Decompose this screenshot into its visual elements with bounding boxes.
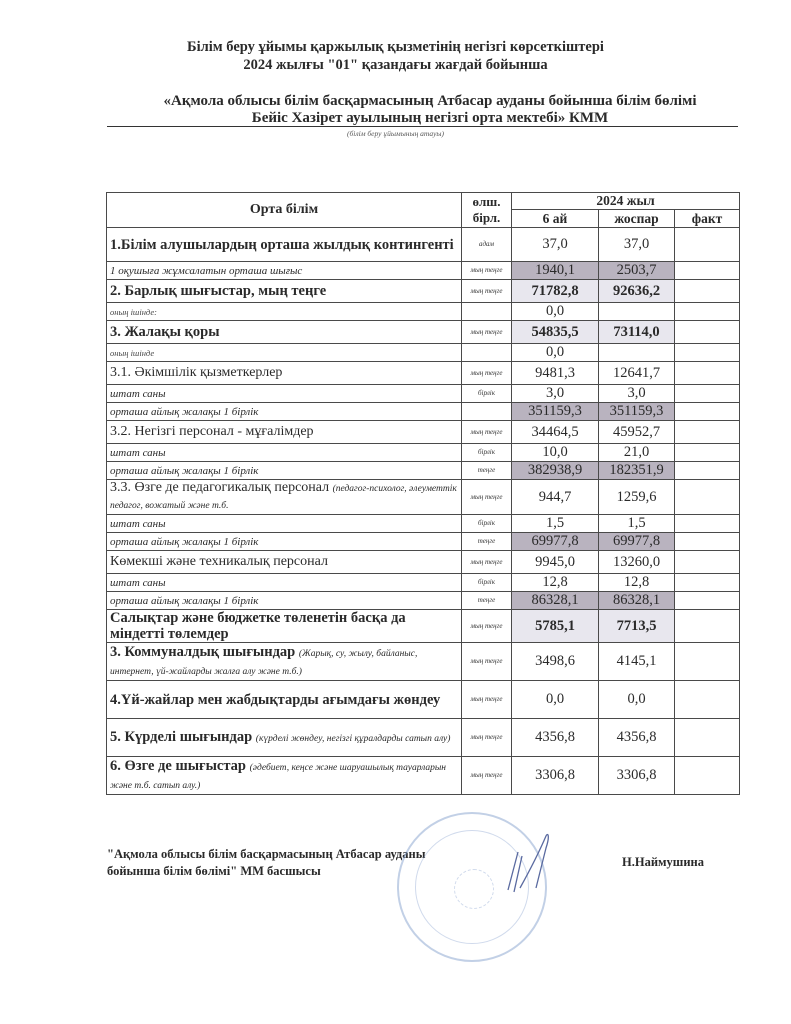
row-name <box>107 480 462 515</box>
organization-caption: (білім беру ұйымының атауы) <box>347 129 444 138</box>
row-name-text: оның ішінде: <box>110 306 157 317</box>
row-plan-value: 13260,0 <box>599 551 675 574</box>
table-row <box>107 421 740 444</box>
row-note: (педагог-психолог, әлеуметтік педагог, вожатый және т.б. <box>110 484 457 511</box>
row-name <box>107 681 462 719</box>
row-fact-value <box>675 280 740 303</box>
row-fact-value <box>675 444 740 462</box>
row-plan-value: 3,0 <box>599 385 675 403</box>
organization-name-line1: «Ақмола облысы білім басқармасының Атбасар ауданы бойынша білім бөлімі <box>163 93 697 109</box>
table-row <box>107 444 740 462</box>
row-plan-value <box>599 303 675 321</box>
row-unit: бірлік <box>462 385 512 403</box>
row-6-months-value: 351159,3 <box>512 403 599 421</box>
row-unit: бірлік <box>462 444 512 462</box>
row-name <box>107 303 462 321</box>
handwritten-signature-icon <box>500 830 560 900</box>
row-plan-value: 45952,7 <box>599 421 675 444</box>
row-plan-value: 4145,1 <box>599 643 675 681</box>
row-fact-value <box>675 321 740 344</box>
row-name <box>107 344 462 362</box>
row-fact-value <box>675 643 740 681</box>
table-row <box>107 592 740 610</box>
row-fact-value <box>675 403 740 421</box>
row-fact-value <box>675 719 740 757</box>
table-row <box>107 385 740 403</box>
row-plan-value: 12641,7 <box>599 362 675 385</box>
row-name-text: Салықтар және бюджетке төленетін басқа да міндетті төлемдер <box>110 610 406 642</box>
row-name <box>107 551 462 574</box>
row-unit: мың теңге <box>462 480 512 515</box>
row-6-months-value: 0,0 <box>512 344 599 362</box>
row-name <box>107 228 462 262</box>
row-fact-value <box>675 344 740 362</box>
row-name-text: 1.Білім алушылардың орташа жылдық контингенті <box>110 236 454 253</box>
signatory-position-line2: бойынша білім бөлімі" ММ басшысы <box>107 864 321 878</box>
table-row <box>107 480 740 515</box>
row-6-months-value: 54835,5 <box>512 321 599 344</box>
header-unit <box>462 193 512 228</box>
row-6-months-value: 3,0 <box>512 385 599 403</box>
row-name-text: штат саны <box>110 517 166 530</box>
organization-name-line2: Бейіс Хазірет ауылының негізгі орта мектебі» КММ <box>251 110 609 126</box>
signatory-position <box>107 846 425 880</box>
row-plan-value: 0,0 <box>599 681 675 719</box>
row-name <box>107 757 462 795</box>
row-plan-value: 73114,0 <box>599 321 675 344</box>
row-name <box>107 421 462 444</box>
header-unit-line1: өлш. <box>472 194 501 209</box>
row-plan-value: 351159,3 <box>599 403 675 421</box>
row-unit: теңге <box>462 592 512 610</box>
row-unit: мың теңге <box>462 643 512 681</box>
row-name <box>107 362 462 385</box>
row-name-text: оның ішінде <box>110 347 155 358</box>
row-6-months-value: 86328,1 <box>512 592 599 610</box>
row-name <box>107 262 462 280</box>
header-6-months: 6 ай <box>512 210 599 228</box>
row-6-months-value: 69977,8 <box>512 533 599 551</box>
row-plan-value: 69977,8 <box>599 533 675 551</box>
row-name-text: 6. Өзге де шығыстар <box>110 757 246 774</box>
row-fact-value <box>675 574 740 592</box>
row-name-text: 3.1. Әкімшілік қызметкерлер <box>110 365 283 380</box>
row-name <box>107 444 462 462</box>
row-name-text: 3. Коммуналдық шығындар <box>110 643 296 660</box>
row-name-text: орташа айлық жалақы 1 бірлік <box>110 464 259 477</box>
table-row <box>107 610 740 643</box>
row-plan-value <box>599 344 675 362</box>
row-unit: мың теңге <box>462 321 512 344</box>
row-name-text: штат саны <box>110 446 166 459</box>
organization-underline <box>107 126 738 127</box>
header-fact: факт <box>675 210 740 228</box>
row-plan-value: 1259,6 <box>599 480 675 515</box>
row-unit: теңге <box>462 462 512 480</box>
row-fact-value <box>675 533 740 551</box>
row-6-months-value: 1940,1 <box>512 262 599 280</box>
row-name-text: Көмекші және техникалық персонал <box>110 554 328 569</box>
financial-indicators-table <box>106 192 740 795</box>
row-fact-value <box>675 592 740 610</box>
row-6-months-value: 37,0 <box>512 228 599 262</box>
row-unit <box>462 403 512 421</box>
row-6-months-value: 0,0 <box>512 681 599 719</box>
table-row <box>107 643 740 681</box>
row-name <box>107 592 462 610</box>
row-name-text: орташа айлық жалақы 1 бірлік <box>110 405 259 418</box>
row-unit: мың теңге <box>462 610 512 643</box>
row-name-text: 3. Жалақы қоры <box>110 324 220 340</box>
row-plan-value: 92636,2 <box>599 280 675 303</box>
row-name <box>107 515 462 533</box>
row-name-text: 2. Барлық шығыстар, мың теңге <box>110 283 327 299</box>
row-6-months-value: 10,0 <box>512 444 599 462</box>
row-6-months-value: 9481,3 <box>512 362 599 385</box>
row-fact-value <box>675 228 740 262</box>
row-unit: мың теңге <box>462 362 512 385</box>
row-plan-value: 3306,8 <box>599 757 675 795</box>
row-fact-value <box>675 610 740 643</box>
row-unit: мың теңге <box>462 421 512 444</box>
row-6-months-value: 3498,6 <box>512 643 599 681</box>
table-row <box>107 551 740 574</box>
header-plan: жоспар <box>599 210 675 228</box>
row-fact-value <box>675 480 740 515</box>
row-name-text: 3.2. Негізгі персонал - мұғалімдер <box>110 424 314 439</box>
row-name <box>107 643 462 681</box>
row-unit: мың теңге <box>462 262 512 280</box>
row-fact-value <box>675 757 740 795</box>
row-6-months-value: 71782,8 <box>512 280 599 303</box>
row-name <box>107 462 462 480</box>
row-unit: бірлік <box>462 574 512 592</box>
row-fact-value <box>675 262 740 280</box>
row-name <box>107 403 462 421</box>
row-6-months-value: 34464,5 <box>512 421 599 444</box>
row-plan-value: 4356,8 <box>599 719 675 757</box>
row-name-text: 4.Үй-жайлар мен жабдықтарды ағымдағы жөндеу <box>110 691 441 708</box>
row-name-text: штат саны <box>110 576 166 589</box>
row-note: (Жарық, су, жылу, байланыс, интернет, үй-жайларды жалға алу және т.б.) <box>110 648 418 677</box>
table-row <box>107 262 740 280</box>
signatory-position-line1: "Ақмола облысы білім басқармасының Атбасар ауданы <box>107 847 426 861</box>
row-unit: мың теңге <box>462 551 512 574</box>
row-note: (күрделі жөндеу, негізгі құралдарды сатып алу) <box>255 733 451 744</box>
header-unit-line2: бірл. <box>472 210 501 225</box>
row-name-text: штат саны <box>110 387 166 400</box>
row-unit: адам <box>462 228 512 262</box>
row-fact-value <box>675 515 740 533</box>
row-name-text: 5. Күрделі шығындар <box>110 728 253 745</box>
table-row <box>107 757 740 795</box>
row-name <box>107 719 462 757</box>
row-name <box>107 280 462 303</box>
report-date: 2024 жылғы "01" қазандағы жағдай бойынша <box>243 57 548 73</box>
row-plan-value: 7713,5 <box>599 610 675 643</box>
row-unit <box>462 303 512 321</box>
table-row <box>107 403 740 421</box>
row-6-months-value: 382938,9 <box>512 462 599 480</box>
row-fact-value <box>675 362 740 385</box>
row-name <box>107 385 462 403</box>
table-row <box>107 462 740 480</box>
row-unit: мың теңге <box>462 757 512 795</box>
row-plan-value: 21,0 <box>599 444 675 462</box>
table-row <box>107 719 740 757</box>
row-unit: мың теңге <box>462 681 512 719</box>
row-plan-value: 86328,1 <box>599 592 675 610</box>
table-row <box>107 228 740 262</box>
row-6-months-value: 944,7 <box>512 480 599 515</box>
row-plan-value: 1,5 <box>599 515 675 533</box>
table-row <box>107 681 740 719</box>
row-name-text: 3.3. Өзге де педагогикалық персонал <box>110 480 330 495</box>
row-6-months-value: 5785,1 <box>512 610 599 643</box>
row-name <box>107 610 462 643</box>
row-plan-value: 2503,7 <box>599 262 675 280</box>
header-name: Орта білім <box>107 193 462 228</box>
row-fact-value <box>675 303 740 321</box>
table-row <box>107 321 740 344</box>
table-row <box>107 303 740 321</box>
row-name <box>107 574 462 592</box>
row-plan-value: 182351,9 <box>599 462 675 480</box>
row-unit: бірлік <box>462 515 512 533</box>
row-plan-value: 37,0 <box>599 228 675 262</box>
row-name-text: орташа айлық жалақы 1 бірлік <box>110 594 259 607</box>
row-unit <box>462 344 512 362</box>
row-6-months-value: 3306,8 <box>512 757 599 795</box>
row-fact-value <box>675 462 740 480</box>
row-unit: мың теңге <box>462 280 512 303</box>
table-row <box>107 362 740 385</box>
row-unit: теңге <box>462 533 512 551</box>
table-row <box>107 574 740 592</box>
row-name-text: орташа айлық жалақы 1 бірлік <box>110 535 259 548</box>
row-6-months-value: 9945,0 <box>512 551 599 574</box>
row-fact-value <box>675 681 740 719</box>
row-name <box>107 321 462 344</box>
table-row <box>107 344 740 362</box>
row-fact-value <box>675 385 740 403</box>
row-6-months-value: 1,5 <box>512 515 599 533</box>
row-name-text: 1 оқушыға жұмсалатын орташа шығыс <box>110 264 303 277</box>
header-year: 2024 жыл <box>512 193 740 210</box>
row-6-months-value: 4356,8 <box>512 719 599 757</box>
report-title: Білім беру ұйымы қаржылық қызметінің негізгі көрсеткіштері <box>187 39 604 55</box>
table-row <box>107 515 740 533</box>
row-unit: мың теңге <box>462 719 512 757</box>
row-note: (әдебиет, кеңсе және шаруашылық тауарларын және т.б. сатып алу.) <box>110 762 447 791</box>
signatory-name: Н.Наймушина <box>622 855 704 869</box>
row-plan-value: 12,8 <box>599 574 675 592</box>
row-name <box>107 533 462 551</box>
row-6-months-value: 0,0 <box>512 303 599 321</box>
table-row <box>107 533 740 551</box>
row-fact-value <box>675 551 740 574</box>
table-row <box>107 280 740 303</box>
row-fact-value <box>675 421 740 444</box>
row-6-months-value: 12,8 <box>512 574 599 592</box>
